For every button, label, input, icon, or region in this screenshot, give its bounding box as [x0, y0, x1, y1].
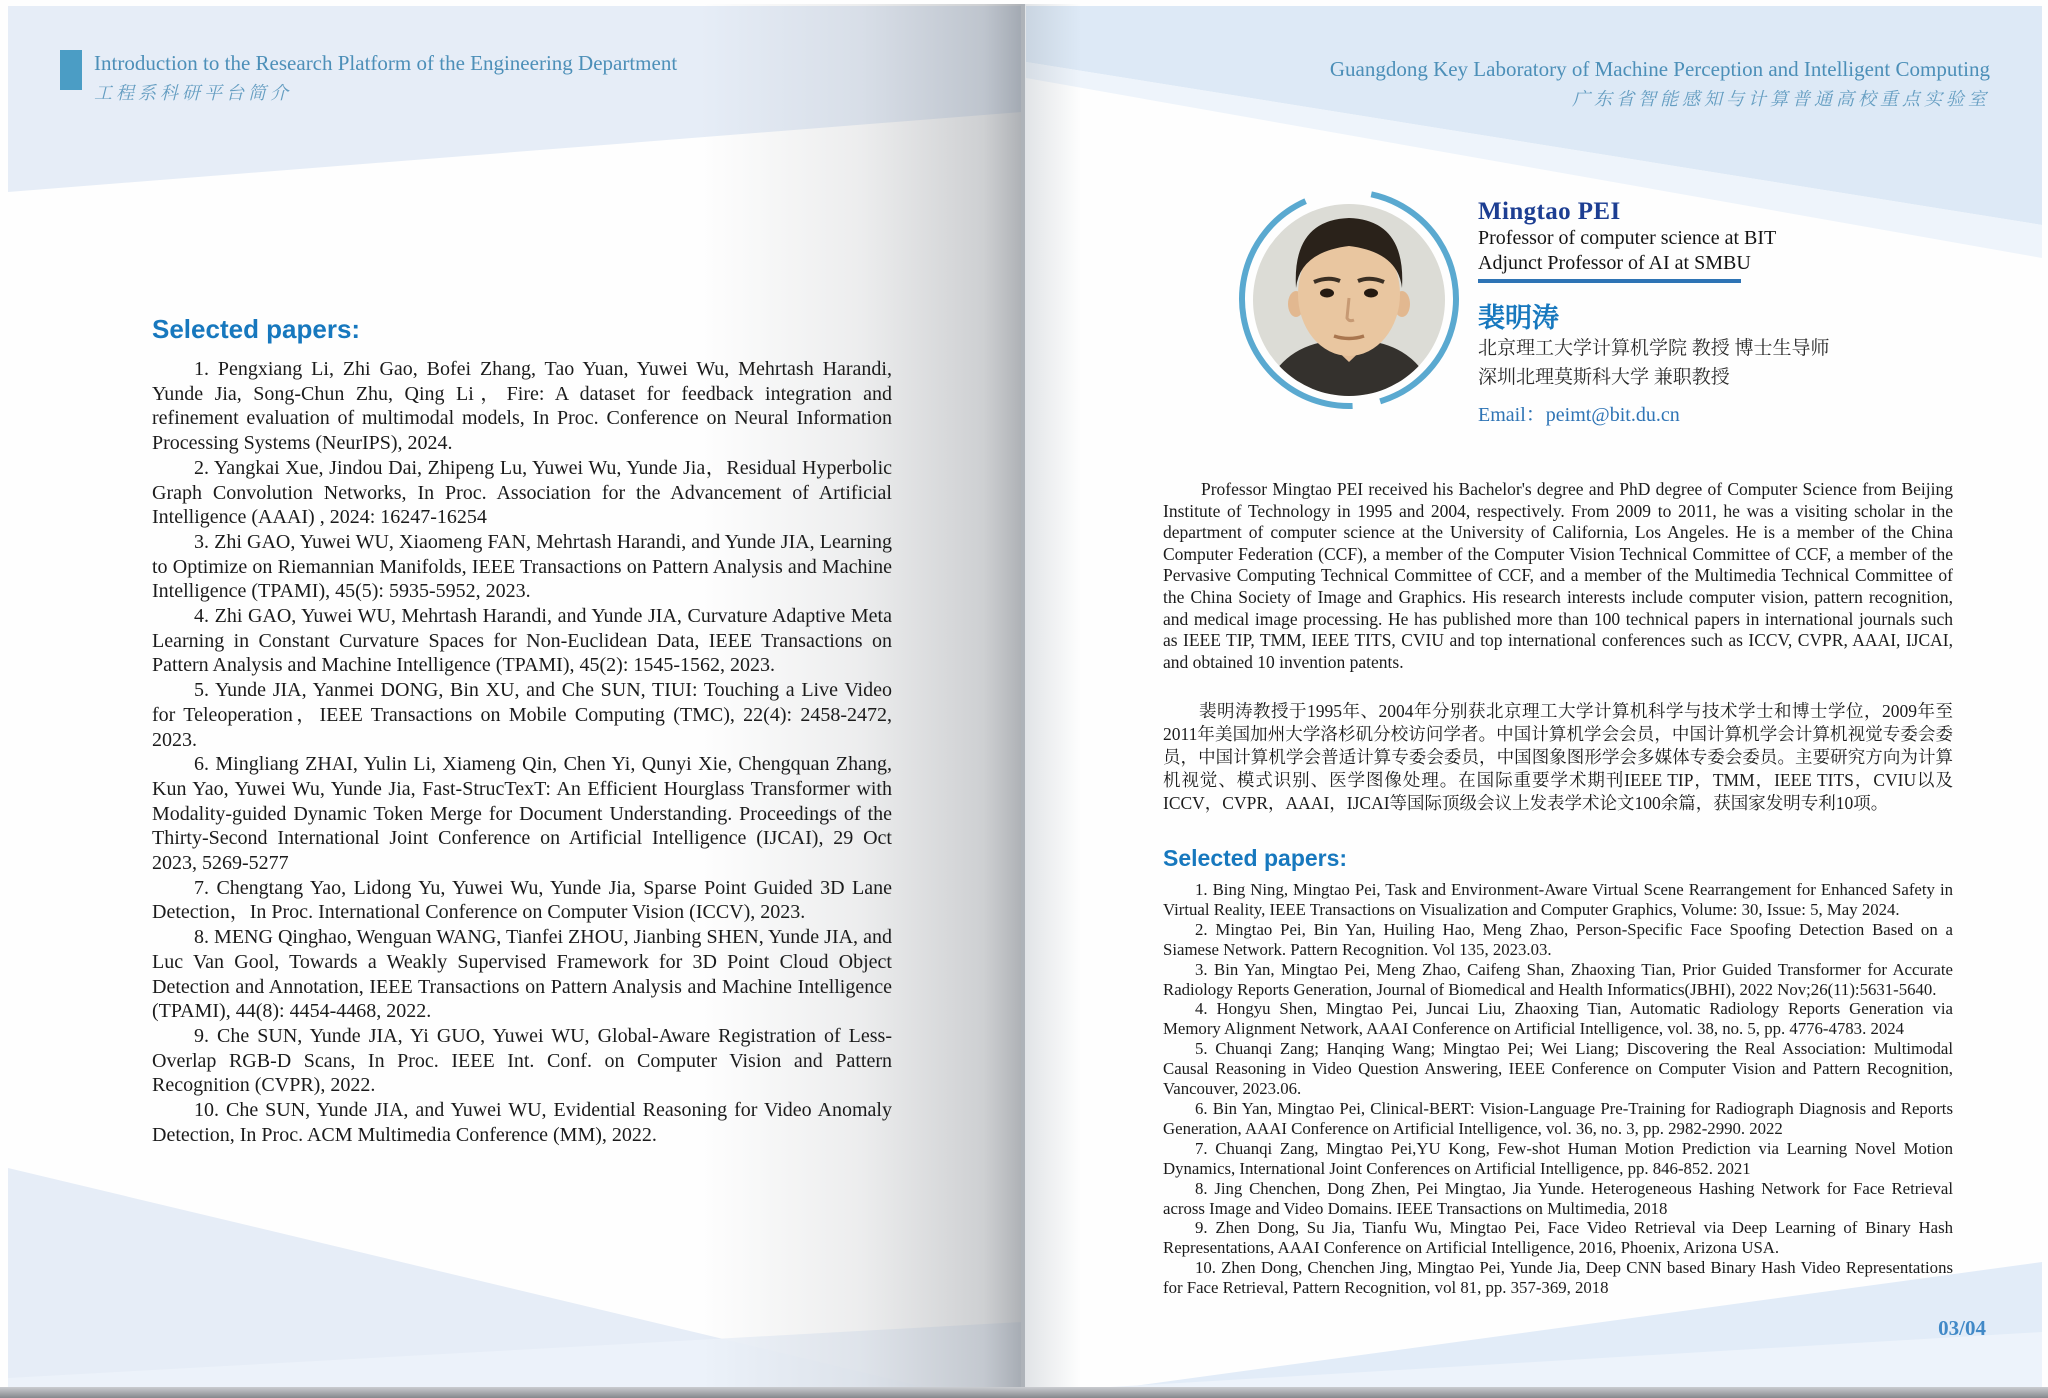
profile-title-2: Adjunct Professor of AI at SMBU	[1478, 252, 1751, 274]
header-accent-bar	[60, 50, 82, 90]
bio-chinese	[1163, 700, 1953, 815]
bio-chinese-paragraph: 裴明涛教授于1995年、2004年分别获北京理工大学计算机科学与技术学士和博士学位，2009年至2011年美国加州大学洛杉矶分校访问学者。中国计算机学会会员，中国计算机学会计算机视觉专委会委员，中国计算机学会普适计算专委会委员，中国图象图形学会多媒体专委会委员。主要研究方向为计算机视觉、模式识别、医学图像处理。在国际重要学术期刊IEEE TIP，TMM，IEEE TITS，CVIU以及ICCV，CVPR，AAAI，IJCAI等国际顶级会议上发表学术论文100余篇，获国家发明专利10项。	[1163, 701, 1953, 813]
header-left-title-zh: 工程系科研平台简介	[94, 83, 292, 103]
header-right-title-zh: 广东省智能感知与计算普通高校重点实验室	[1572, 89, 1990, 109]
paper-item: 5. Yunde JIA, Yanmei DONG, Bin XU, and Che SUN, TIUI: Touching a Live Video for Teleoperation，IEEE Transactions on Mobile Computing (TMC), 22(4): 2458-2472, 2023.	[152, 679, 892, 751]
paper-item: 7. Chuanqi Zang, Mingtao Pei,YU Kong, Few-shot Human Motion Prediction via Learning Novel Motion Dynamics, International Joint Conferences on Artificial Intelligence, pp. 846-852. 2021	[1163, 1138, 1953, 1178]
header-right	[1330, 56, 1990, 111]
paper-item: 3. Bin Yan, Mingtao Pei, Meng Zhao, Caifeng Shan, Zhaoxing Tian, Prior Guided Transformer for Accurate Radiology Reports Generation, Journal of Biomedical and Health Informatics(JBHI), 2022 Nov;26(11):5631-5640.	[1163, 959, 1953, 999]
left-section-title: Selected papers:	[152, 314, 361, 344]
paper-item: 4. Zhi GAO, Yuwei WU, Mehrtash Harandi, and Yunde JIA, Curvature Adaptive Meta Learning in Constant Curvature Spaces for Non-Euclidean Data, IEEE Transactions on Pattern Analysis and Machine Intelligence (TPAMI), 45(2): 1545-1562, 2023.	[152, 605, 892, 677]
paper-item: 7. Chengtang Yao, Lidong Yu, Yuwei Wu, Yunde Jia, Sparse Point Guided 3D Lane Detection，In Proc. International Conference on Computer Vision (ICCV), 2023.	[152, 876, 892, 924]
paper-item: 8. MENG Qinghao, Wenguan WANG, Tianfei ZHOU, Jianbing SHEN, Yunde JIA, and Luc Van Gool, Towards a Weakly Supervised Framework for 3D Point Cloud Object Detection and Annotation, IEEE Transactions on Pattern Analysis and Machine Intelligence (TPAMI), 44(8): 4454-4468, 2022.	[152, 926, 892, 1023]
paper-item: 9. Zhen Dong, Su Jia, Tianfu Wu, Mingtao Pei, Face Video Retrieval via Deep Learning of Binary Hash Representations, AAAI Conference on Artificial Intelligence, 2016, Phoenix, Arizona USA.	[1163, 1218, 1953, 1258]
profile-affiliation-2: 深圳北理莫斯科大学 兼职教授	[1478, 367, 1730, 388]
header-right-title-en: Guangdong Key Laboratory of Machine Perception and Intelligent Computing	[1329, 57, 1990, 81]
paper-item: 3. Zhi GAO, Yuwei WU, Xiaomeng FAN, Mehrtash Harandi, and Yunde JIA, Learning to Optimize on Riemannian Manifolds, IEEE Transactions on Pattern Analysis and Machine Intelligence (TPAMI), 45(5): 5935-5952, 2023.	[152, 530, 892, 603]
paper-item: 2. Yangkai Xue, Jindou Dai, Zhipeng Lu, Yuwei Wu, Yunde Jia，Residual Hyperbolic Graph Convolution Networks, In Proc. Association for the Advancement of Artificial Intelligence (AAAI) , 2024: 16247-16254	[152, 456, 892, 529]
header-left-title-en: Introduction to the Research Platform of the Engineering Department	[94, 51, 678, 75]
profile-affiliation-1: 北京理工大学计算机学院 教授 博士生导师	[1478, 338, 1830, 359]
profile-name-en: Mingtao PEI	[1478, 198, 1621, 225]
profile-email: Email：peimt@bit.du.cn	[1478, 404, 1680, 426]
paper-item: 6. Mingliang ZHAI, Yulin Li, Xiameng Qin, Chen Yi, Qunyi Xie, Chengquan Zhang, Kun Yao, Yuwei Wu, Yunde Jia, Fast-StrucTexT: An Efficient Hourglass Transformer with Modality-guided Dynamic Token Merge for Document Understanding. Proceedings of the Thirty-Second International Joint Conference on Artificial Intelligence (IJCAI), 29 Oct 2023, 5269-5277	[152, 753, 892, 875]
paper-item: 2. Mingtao Pei, Bin Yan, Huiling Hao, Meng Zhao, Person-Specific Face Spoofing Detection Based on a Siamese Network. Pattern Recognition. Vol 135, 2023.03.	[1163, 919, 1953, 959]
profile-divider	[1478, 279, 1741, 283]
header-left	[60, 50, 677, 105]
paper-item: 4. Hongyu Shen, Mingtao Pei, Juncai Liu, Zhaoxing Tian, Automatic Radiology Reports Generation via Memory Alignment Network, AAAI Conference on Artificial Intelligence, vol. 38, no. 5, pp. 4776-4783. 2024	[1163, 999, 1953, 1039]
right-selected-papers-section	[1163, 845, 1953, 1298]
paper-item: 6. Bin Yan, Mingtao Pei, Clinical-BERT: Vision-Language Pre-Training for Radiograph Diagnosis and Reports Generation, AAAI Conference on Artificial Intelligence, vol. 36, no. 3, pp. 2982-2990. 2022	[1163, 1098, 1953, 1138]
paper-item: 10. Che SUN, Yunde JIA, and Yuwei WU, Evidential Reasoning for Video Anomaly Detection, In Proc. ACM Multimedia Conference (MM), 2022.	[152, 1099, 892, 1146]
bio-english	[1163, 479, 1953, 673]
portrait-image	[1236, 186, 1462, 412]
paper-item: 10. Zhen Dong, Chenchen Jing, Mingtao Pei, Yunde Jia, Deep CNN based Binary Hash Video Representations for Face Retrieval, Pattern Recognition, vol 81, pp. 357-369, 2018	[1163, 1258, 1953, 1298]
paper-item: 9. Che SUN, Yunde JIA, Yi GUO, Yuwei WU, Global-Aware Registration of Less-Overlap RGB-D Scans, In Proc. IEEE Int. Conf. on Computer Vision and Pattern Recognition (CVPR), 2022.	[152, 1024, 892, 1097]
profile-name-zh: 裴明涛	[1478, 303, 1559, 333]
paper-item: 8. Jing Chenchen, Dong Zhen, Pei Mingtao, Jia Yunde. Heterogeneous Hashing Network for Face Retrieval across Image and Video Domains. IEEE Transactions on Multimedia, 2018	[1163, 1178, 1953, 1218]
header-left-text	[94, 50, 677, 105]
profile-name-block	[1478, 198, 1776, 276]
profile-photo	[1236, 186, 1462, 412]
right-section-title: Selected papers:	[1163, 845, 1348, 871]
left-selected-papers-section	[152, 314, 892, 1148]
page-number: 03/04	[1938, 1316, 1986, 1340]
profile-affiliations	[1478, 334, 1830, 392]
paper-item: 5. Chuanqi Zang; Hanqing Wang; Mingtao Pei; Wei Liang; Discovering the Real Association: Multimodal Causal Reasoning in Video Question Answering, IEEE Conference on Computer Vision and Pattern Recognition, Vancouver, 2023.06.	[1163, 1039, 1953, 1099]
paper-item: 1. Bing Ning, Mingtao Pei, Task and Environment-Aware Virtual Scene Rearrangement for Enhanced Safety in Virtual Reality, IEEE Transactions on Visualization and Computer Graphics, Volume: 30, Issue: 5, May 2024.	[1163, 880, 1953, 919]
bio-english-paragraph: Professor Mingtao PEI received his Bachelor's degree and PhD degree of Computer Science from Beijing Institute of Technology in 1995 and 2004, respectively. From 2009 to 2011, he was a visiting scholar in the department of computer science at the University of California, Los Angeles. He is a member of the China Computer Federation (CCF), a member of the Computer Vision Technical Committee of CCF, a member of the Pervasive Computing Technical Committee of CCF, and a member of the Multimedia Technical Committee of the China Society of Image and Graphics. His research interests include computer vision, pattern recognition, and medical image processing. He has published more than 100 technical papers in international journals such as IEEE TIP, TMM, IEEE TITS, CVIU and top international conferences such as ICCV, CVPR, AAAI, IJCAI, and obtained 10 invention patents.	[1163, 479, 1953, 672]
left-paper-list	[152, 357, 892, 1148]
right-paper-list	[1163, 880, 1953, 1298]
profile-title-1: Professor of computer science at BIT	[1478, 227, 1777, 249]
paper-item: 1. Pengxiang Li, Zhi Gao, Bofei Zhang, Tao Yuan, Yuwei Wu, Mehrtash Harandi, Yunde Jia, Song-Chun Zhu, Qing Li，Fire: A dataset for feedback integration and refinement evaluation of multimodal models, In Proc. Conference on Neural Information Processing Systems (NeurIPS), 2024.	[152, 358, 892, 455]
